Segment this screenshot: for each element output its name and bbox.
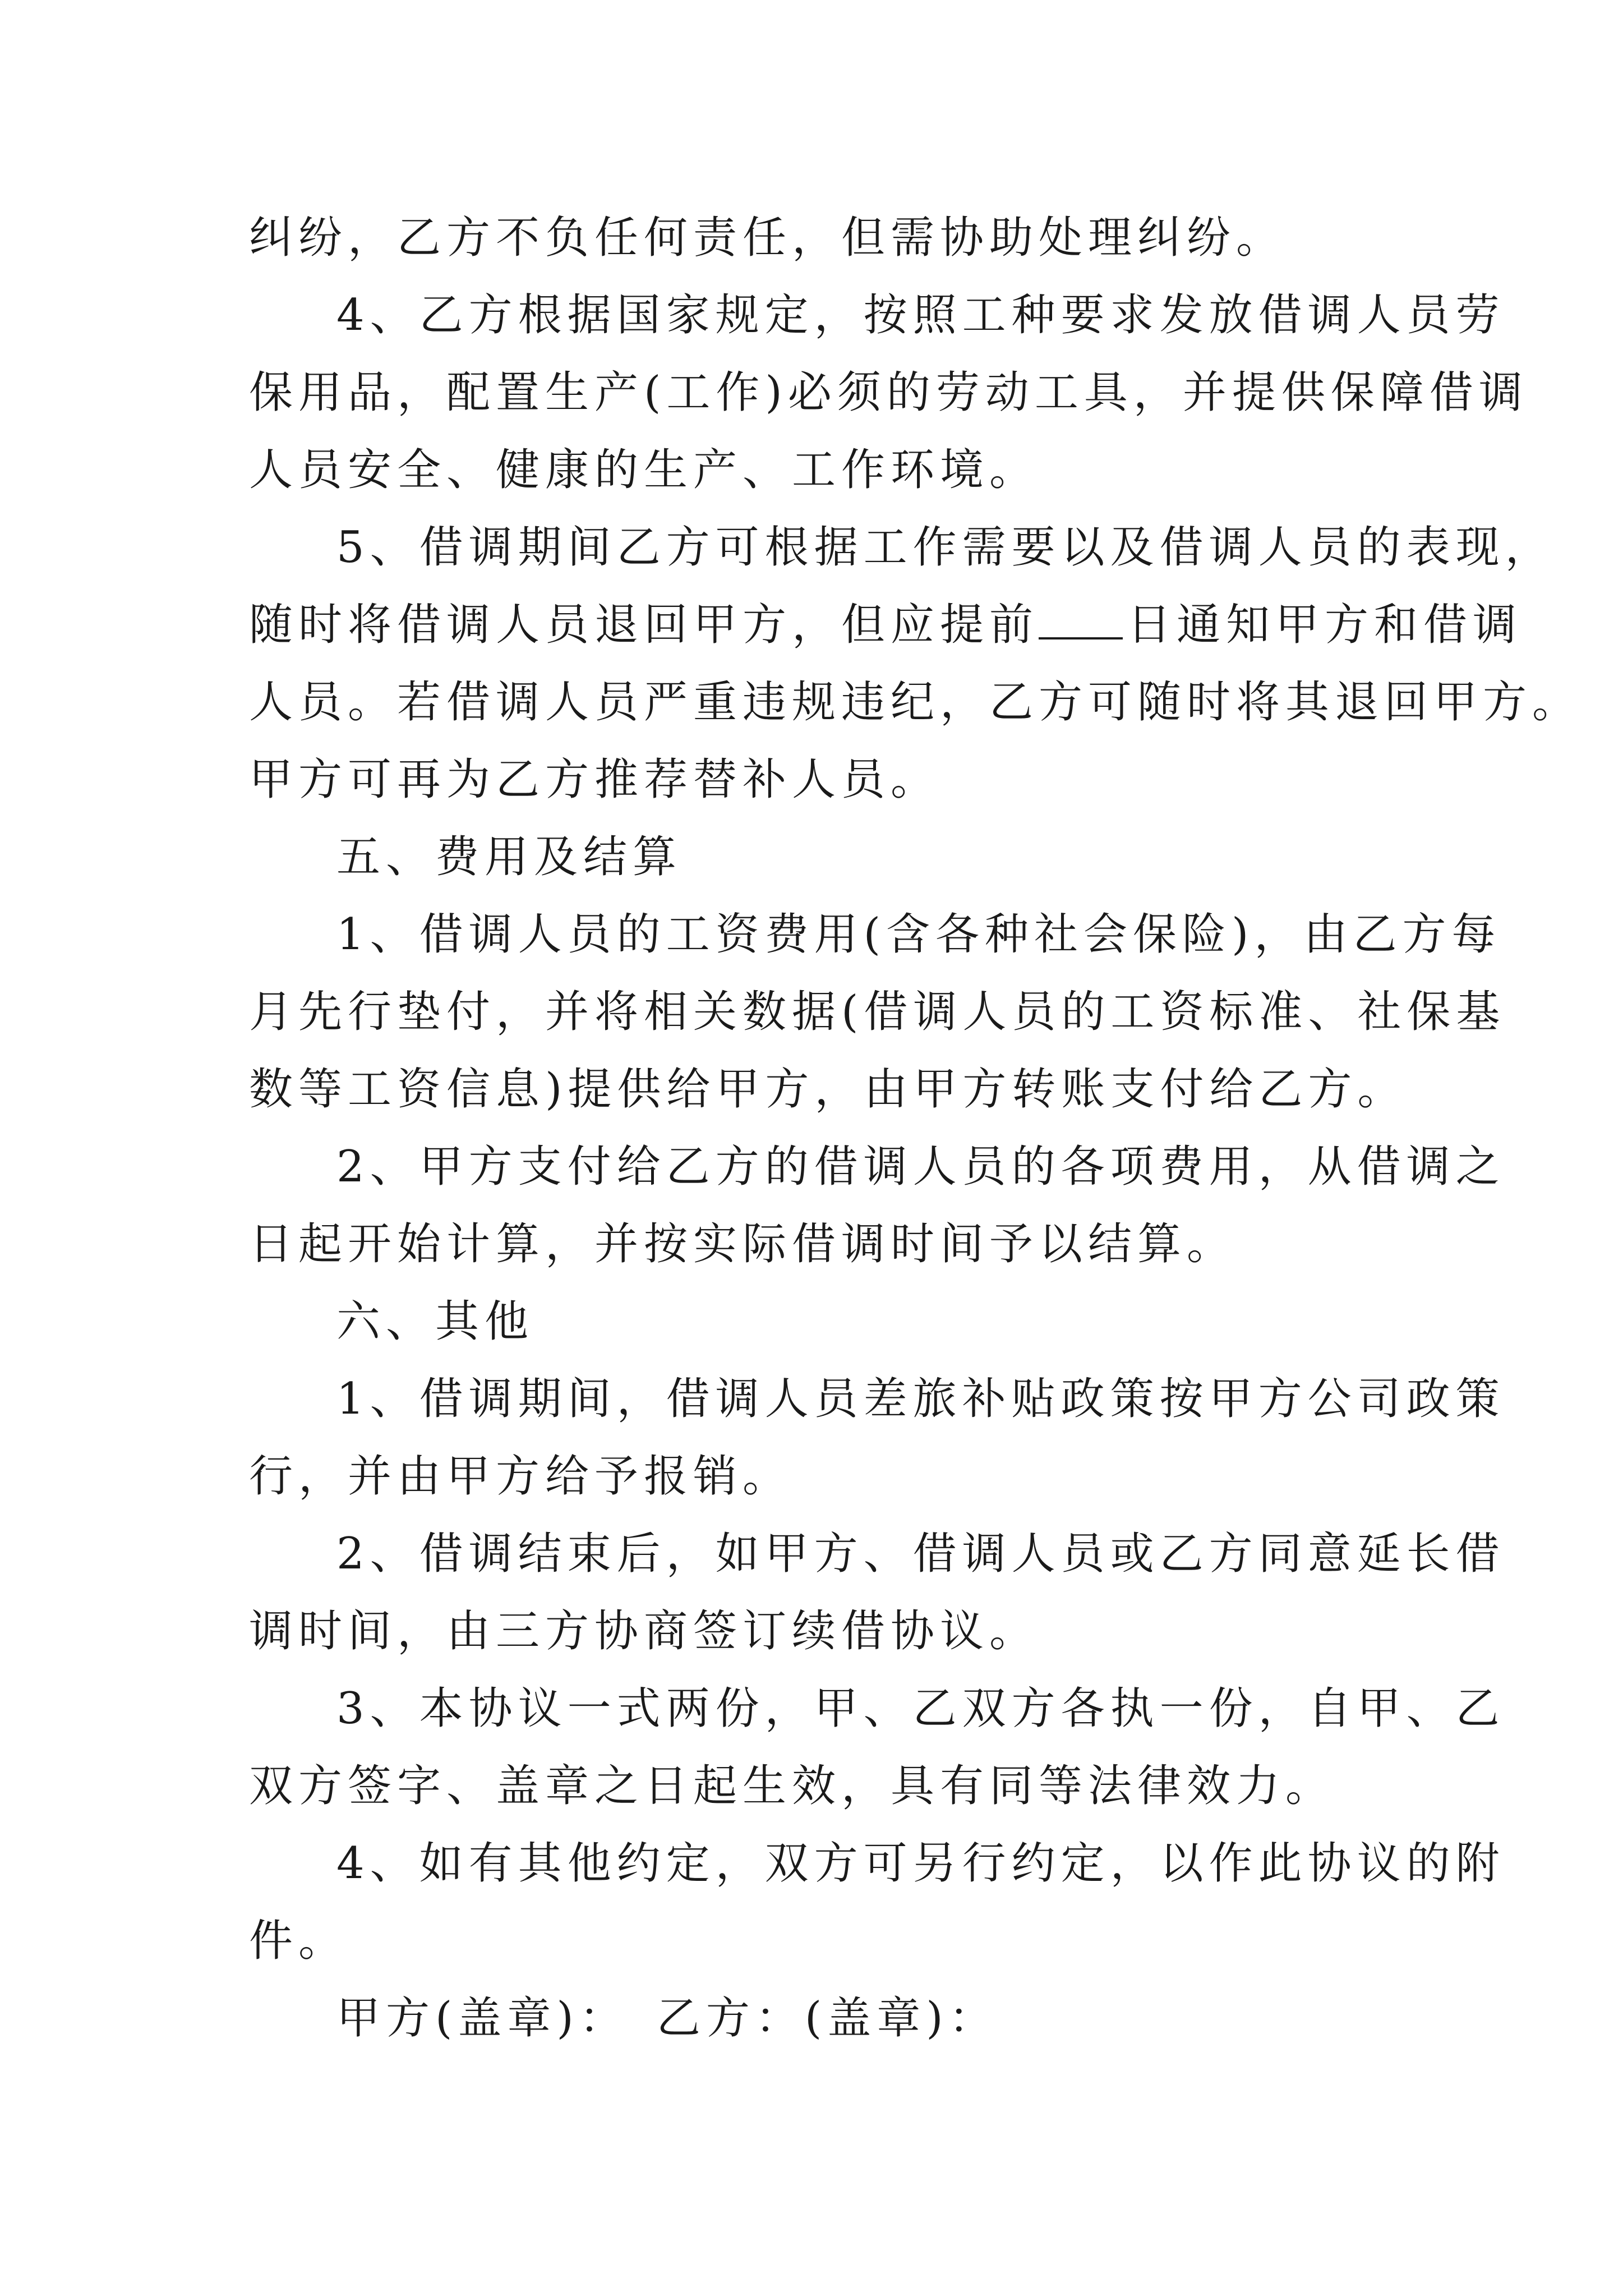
fill-in-blank: [1039, 600, 1123, 639]
party-b-signature: 乙方：(盖章)：: [656, 1993, 998, 2044]
other-clause-1-line-2: 行，并由甲方给予报销。: [249, 1451, 792, 1502]
fees-clause-1-line-1: 1、借调人员的工资费用(含各种社会保险)，由乙方每: [336, 909, 1501, 960]
other-clause-3-line-2: 双方签字、盖章之日起生效，具有同等法律效力。: [249, 1761, 1335, 1811]
other-clause-3-line-1: 3、本协议一式两份，甲、乙双方各执一份，自甲、乙: [336, 1683, 1505, 1734]
fees-clause-1-line-2: 月先行垫付，并将相关数据(借调人员的工资标准、社保基: [249, 987, 1506, 1037]
clause-5-line-3: 人员。若借调人员严重违规违纪，乙方可随时将其退回甲方。: [249, 677, 1582, 728]
other-clause-2-line-1: 2、借调结束后，如甲方、借调人员或乙方同意延长借: [336, 1529, 1505, 1579]
fees-clause-2-line-1: 2、甲方支付给乙方的借调人员的各项费用，从借调之: [336, 1142, 1505, 1192]
clause-5-line-2-suffix: 日通知甲方和借调: [1127, 600, 1523, 650]
other-clause-2-line-2: 调时间，由三方协商签订续借协议。: [249, 1606, 1039, 1657]
clause-5-line-1: 5、借调期间乙方可根据工作需要以及借调人员的表现，: [336, 522, 1555, 573]
fees-clause-1-line-3: 数等工资信息)提供给甲方，由甲方转账支付给乙方。: [249, 1064, 1407, 1115]
clause-5-line-2: [249, 586, 1523, 664]
fees-clause-2-line-2: 日起开始计算，并按实际借调时间予以结算。: [249, 1219, 1237, 1269]
clause-4-line-3: 人员安全、健康的生产、工作环境。: [249, 445, 1039, 495]
other-clause-4-line-1: 4、如有其他约定，双方可另行约定，以作此协议的附: [336, 1838, 1505, 1889]
other-clause-1-line-1: 1、借调期间，借调人员差旅补贴政策按甲方公司政策: [336, 1374, 1505, 1424]
party-a-signature: 甲方(盖章)：: [336, 1993, 629, 2044]
document-body: [249, 199, 1582, 2057]
clause-5-line-4: 甲方可再为乙方推荐替补人员。: [249, 754, 940, 805]
section-heading-other: 六、其他: [336, 1296, 534, 1347]
clause-4-line-1: 4、乙方根据国家规定，按照工种要求发放借调人员劳: [336, 290, 1505, 341]
clause-4-line-2: 保用品，配置生产(工作)必须的劳动工具，并提供保障借调: [249, 367, 1528, 418]
text-line: 纠纷，乙方不负任何责任，但需协助处理纠纷。: [249, 213, 1286, 263]
other-clause-4-line-2: 件。: [249, 1916, 348, 1966]
clause-5-line-2-prefix: 随时将借调人员退回甲方，但应提前: [249, 600, 1039, 650]
section-heading-fees: 五、费用及结算: [336, 832, 683, 882]
signature-line: [249, 1980, 1387, 2057]
